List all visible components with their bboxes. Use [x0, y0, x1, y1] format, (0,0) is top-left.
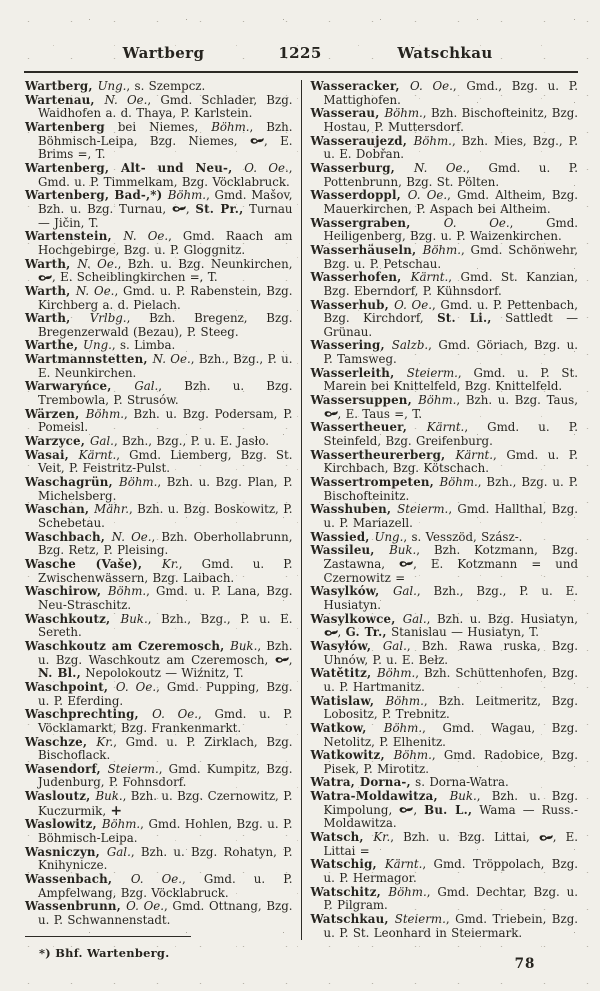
- entry-text: Buk.: [95, 789, 123, 804]
- entry-text: , Gmd. Dechtar, Bzg. u. P. Pilgram.: [323, 884, 578, 913]
- gazetteer-entry: [25, 531, 293, 558]
- entry-text: Nepolokoutz — Wiźnitz, T.: [80, 666, 244, 681]
- entry-text: Kärnt.: [384, 857, 423, 872]
- gazetteer-entry: [25, 285, 293, 312]
- gazetteer-entry: [311, 667, 579, 694]
- entry-text: , Gmd. u. P. Steinfeld, Bzg. Greifenburg.: [323, 420, 578, 449]
- gazetteer-entry: [311, 886, 579, 913]
- entry-text: , Gmd. Schönwehr, Bzg. u. P. Petschau.: [323, 242, 578, 271]
- entry-text: Kr.: [96, 734, 114, 749]
- page-number: 78: [514, 956, 536, 972]
- gazetteer-entry: [311, 640, 579, 667]
- entry-text: Sattledt — Grünau.: [323, 311, 579, 339]
- entry-text: , Bzh. Schüttenhofen, Bzg. u. P. Hartmanitz.: [323, 666, 579, 694]
- entry-text: , Bzh. u. Bzg. Rohatyn, P. Knihynicze.: [38, 844, 293, 873]
- entry-text: , Bzh., Bzg., P. u. E. Neunkirchen.: [38, 352, 293, 380]
- entry-text: Wassenbrunn,: [25, 899, 127, 914]
- entry-text: , Bzh. u. Bzg. Trembowla, P. Strusów.: [38, 379, 293, 408]
- entry-text: Kärnt.: [426, 420, 465, 435]
- entry-text: Wasserleith,: [310, 365, 407, 380]
- entry-text: Wasshuben,: [310, 502, 398, 517]
- entry-text: O. Oe.: [115, 679, 157, 694]
- footnote: *) Bhf. Wartenberg.: [39, 946, 170, 960]
- entry-text: , Bzh. Mies, Bzg., P. u. E. Dobřan.: [323, 133, 578, 162]
- entry-text: , Gmd. u. P. St. Marein bei Knittelfeld, Bzg. Knittelfeld.: [323, 365, 579, 394]
- entry-text: s. Dorna-Watra.: [410, 775, 509, 790]
- entry-text: , E. Kotzmann = und Czernowitz =: [323, 556, 578, 585]
- gazetteer-entry: [25, 818, 293, 845]
- entry-text: N. Bl.,: [38, 666, 81, 681]
- gazetteer-entry: [311, 107, 579, 134]
- entry-text: Waschagrün,: [25, 475, 120, 490]
- entry-text: Wassergraben,: [310, 215, 444, 230]
- entry-text: Buk.: [449, 789, 477, 804]
- gazetteer-entry: [311, 271, 579, 298]
- entry-text: Wartberg,: [25, 79, 98, 93]
- gazetteer-entry: [311, 189, 579, 216]
- entry-text: Stanislau — Husiatyn, T.: [386, 625, 540, 640]
- entry-text: Watschitz,: [310, 884, 389, 899]
- entry-text: , Gmd. Schlader, Bzg. Waidhofen a. d. Thaya, P. Karlstein.: [38, 92, 293, 121]
- gazetteer-entry: [25, 476, 293, 503]
- entry-text: Watra-Moldawitza,: [310, 789, 450, 804]
- entry-text: Wasai,: [25, 447, 79, 462]
- entry-text: , Bzh., Bzg. u. P. Bischofteinitz.: [323, 475, 578, 503]
- entry-text: O. Oe.: [152, 707, 199, 722]
- gazetteer-entry: [25, 380, 293, 407]
- entry-text: Buk.: [389, 543, 417, 558]
- entry-text: Waschan,: [25, 502, 95, 517]
- gazetteer-entry: [311, 695, 579, 722]
- entry-text: Waschbach,: [25, 529, 112, 544]
- entry-text: Wasserau,: [310, 106, 385, 121]
- entry-text: Ung.: [97, 79, 127, 93]
- entry-text: Watschig,: [310, 857, 385, 872]
- entry-text: N. Oe.: [75, 283, 115, 298]
- entry-text: Wasendorf,: [25, 761, 108, 776]
- footnote-rule: [25, 936, 191, 937]
- entry-text: Watislaw,: [310, 693, 386, 708]
- entry-text: , Gmd. u. P. Vöcklamarkt, Bzg. Frankenmarkt.: [38, 707, 293, 735]
- entry-text: Gal.: [392, 584, 417, 599]
- entry-text: Böhm.: [376, 666, 416, 681]
- gazetteer-entry: [25, 408, 293, 435]
- entry-text: , E. Brims =, T.: [38, 133, 293, 162]
- entry-text: Wassertrompeten,: [310, 475, 440, 490]
- entry-text: Böhm.: [439, 475, 478, 490]
- gazetteer-entry: [311, 367, 579, 394]
- entry-text: , Gmd. u. P. Pottenbrunn, Bzg. St. Pölten.: [323, 160, 579, 189]
- entry-text: , Bzh. Bregenz, Bzg. Bregenzerwald (Bezau), P. Steeg.: [38, 311, 293, 339]
- entry-text: ,: [337, 625, 346, 640]
- gazetteer-entry: [311, 244, 579, 271]
- gazetteer-entry: [311, 162, 579, 189]
- gazetteer-entry: [25, 230, 293, 257]
- entry-text: Wama — Russ.-Moldawitza.: [323, 802, 578, 831]
- entry-text: G. Tr.,: [345, 625, 387, 640]
- entry-text: , Bzh. u. Bzg. Neunkirchen,: [117, 256, 293, 271]
- gazetteer-entry: [25, 80, 293, 94]
- entry-text: , Gmd. u. P. Zwischenwässern, Bzg. Laibach.: [38, 556, 293, 585]
- entry-text: Warzyce,: [25, 434, 90, 449]
- header-rule: [24, 71, 578, 73]
- entry-text: Gal.: [382, 638, 407, 653]
- entry-text: , Gmd. St. Kanzian, Bzg. Eberndorf, P. Kühnsdorf.: [323, 270, 578, 298]
- gazetteer-entry: [25, 353, 293, 380]
- entry-text: O. Oe.: [126, 899, 164, 914]
- entry-text: Watkow,: [310, 720, 384, 735]
- post-horn-icon: [399, 804, 413, 818]
- entry-text: , Gmd. Pupping, Bzg. u. P. Eferding.: [38, 679, 293, 708]
- entry-text: N. Oe.: [152, 352, 191, 367]
- entry-text: Mähr.: [94, 502, 129, 517]
- entry-text: , Gmd. u. P. Kirchbach, Bzg. Kötschach.: [323, 447, 578, 476]
- entry-text: , Bzh., Bzg., P. u. E. Husiatyn.: [323, 584, 578, 612]
- gazetteer-entry: [25, 449, 293, 476]
- entry-text: Wasserhub,: [310, 297, 395, 312]
- left-column: [25, 80, 301, 940]
- entry-text: , Gmd. Göriach, Bzg. u. P. Tamsweg.: [323, 338, 578, 367]
- gazetteer-entry: [25, 121, 293, 162]
- entry-text: Böhm.: [119, 475, 158, 490]
- cross-icon: +: [110, 802, 123, 819]
- entry-text: Böhm.: [393, 748, 432, 763]
- entry-text: Wartmannstetten,: [25, 352, 153, 367]
- entry-text: , s. Vesszöd, Szász-.: [403, 529, 523, 544]
- entry-text: Wassering,: [310, 338, 392, 353]
- entry-text: N. Oe.: [104, 92, 148, 107]
- post-horn-icon: [250, 135, 264, 149]
- entry-text: Böhm.: [418, 393, 457, 408]
- entry-text: Kärnt.: [78, 447, 117, 462]
- entry-text: , Gmd. Radobice, Bzg. Pisek, P. Mirotitz.: [323, 748, 578, 776]
- entry-text: Watschkau,: [310, 912, 395, 927]
- entry-text: , Gmd. u. P. Lana, Bzg. Neu-Straschitz.: [38, 584, 293, 612]
- gazetteer-entry: [25, 900, 293, 927]
- gazetteer-entry: [311, 217, 579, 244]
- entry-text: Steierm.: [394, 912, 446, 927]
- entry-text: Steierm.: [397, 502, 449, 517]
- gazetteer-entry: [311, 339, 579, 366]
- entry-text: Waschze,: [25, 734, 97, 749]
- entry-text: , Gmd. u. P. Pettenbach, Bzg. Kirchdorf,: [323, 297, 578, 326]
- entry-text: , Bzh. u. Bzg. Littai,: [390, 830, 539, 845]
- entry-text: Böhm.: [167, 188, 207, 203]
- entry-text: , Bzh. u. Bzg. Plan, P. Michelsberg.: [38, 475, 293, 503]
- gazetteer-entry: [25, 503, 293, 530]
- entry-text: , Bzh. u. Bzg. Boskowitz, P. Schebetau.: [38, 502, 293, 530]
- entry-text: Waslowitz,: [25, 817, 102, 832]
- entry-text: Wassileu,: [310, 543, 390, 558]
- entry-text: Kr.: [373, 830, 391, 845]
- entry-text: St. Li.,: [437, 311, 492, 326]
- entry-text: Wasseraujezd,: [310, 133, 414, 148]
- entry-text: Böhm.: [211, 119, 250, 134]
- entry-text: Böhm.: [413, 133, 452, 148]
- running-head-left-keyword: Wartberg: [122, 44, 205, 62]
- entry-text: O. Oe.: [443, 215, 510, 230]
- entry-text: Wartenberg: [25, 119, 105, 134]
- entry-text: , Bzh. Böhmisch-Leipa, Bzg. Niemes,: [38, 119, 293, 148]
- entry-text: Wasloutz,: [25, 789, 96, 804]
- entry-text: Watkowitz,: [310, 748, 394, 763]
- entry-text: Böhm.: [385, 693, 424, 708]
- entry-text: Wassersuppen,: [310, 393, 419, 408]
- entry-text: , Bzh. Leitmeritz, Bzg. Lobositz, P. Trebnitz.: [323, 693, 578, 722]
- entry-text: , Gmd. Liemberg, Bzg. St. Veit, P. Feistritz-Pulst.: [38, 447, 293, 476]
- gazetteer-entry: [311, 544, 579, 585]
- entry-text: Wasserburg,: [310, 160, 415, 175]
- entry-text: Wasylkowce,: [310, 611, 403, 626]
- entry-text: Turnau — Jičin, T.: [38, 201, 293, 230]
- entry-text: Wasserhäuseln,: [310, 242, 423, 257]
- entry-text: Wassenbach,: [25, 872, 131, 887]
- entry-text: , Gmd. Hallthal, Bzg. u. P. Mariazell.: [323, 502, 578, 530]
- entry-text: Waschirow,: [25, 584, 108, 599]
- entry-text: , Gmd., Bzg. u. P. Mattighofen.: [323, 79, 579, 107]
- entry-text: Böhm.: [85, 406, 125, 421]
- gazetteer-entry: [311, 394, 579, 421]
- entry-text: , Bzh. u. Bzg. Kimpolung,: [323, 789, 578, 817]
- entry-text: , Gmd. Ottnang, Bzg. u. P. Schwannenstadt.: [38, 899, 293, 928]
- entry-text: O. Oe.: [394, 297, 432, 312]
- entry-text: Warth,: [25, 256, 78, 271]
- gazetteer-entry: [311, 790, 579, 831]
- entry-text: , s. Limba.: [111, 338, 176, 353]
- gazetteer-entry: [311, 749, 579, 776]
- gazetteer-entry: [25, 312, 293, 339]
- entry-text: , Gmd. Triebein, Bzg. u. P. St. Leonhard in Steiermark.: [323, 912, 578, 940]
- entry-text: , Bzh. Kotzmann, Bzg. Zastawna,: [323, 543, 578, 571]
- gazetteer-entry: [311, 449, 579, 476]
- entry-text: Waschprechting,: [25, 707, 153, 722]
- gazetteer-entry: [311, 135, 579, 162]
- gazetteer-entry: [25, 873, 293, 900]
- entry-text: Waschpoint,: [25, 679, 116, 694]
- right-column: [301, 80, 579, 940]
- entry-text: , Gmd. Altheim, Bzg. Mauerkirchen, P. Aspach bei Altheim.: [323, 188, 579, 216]
- entry-text: N. Oe.: [77, 256, 118, 271]
- entry-text: , Gmd. u. P. Timmelkam, Bzg. Vöcklabruck.: [38, 160, 293, 189]
- entry-text: Bu. L.,: [424, 802, 473, 817]
- entry-text: Wasserdoppl,: [310, 188, 408, 203]
- entry-text: Wassied,: [310, 529, 375, 544]
- entry-text: N. Oe.: [123, 229, 169, 244]
- post-horn-icon: [399, 558, 413, 572]
- entry-text: bei Niemes,: [104, 119, 212, 134]
- entry-text: Waschkoutz am Czeremosch,: [25, 638, 231, 653]
- gazetteer-entry: [25, 613, 293, 640]
- post-horn-icon: [539, 831, 553, 845]
- entry-text: Buk.: [230, 638, 258, 653]
- gazetteer-entry: [25, 681, 293, 708]
- entry-text: , Gmd. Wagau, Bzg. Netolitz, P. Elhenitz.: [323, 720, 578, 749]
- entry-text: Wärzen,: [25, 406, 86, 421]
- entry-text: Watra, Dorna-,: [310, 775, 411, 790]
- entry-text: , E. Littai =: [323, 830, 578, 858]
- gazetteer-entry: [311, 299, 579, 340]
- entry-text: , Bzh. u. Bzg. Czernowitz, P. Kuczurmik,: [38, 789, 293, 818]
- entry-text: , E. Taus =, T.: [337, 406, 423, 421]
- column-number: 1225: [278, 44, 322, 62]
- entry-text: , Gmd. u. P. Rabenstein, Bzg. Kirchberg a. d. Pielach.: [38, 283, 293, 312]
- entry-text: Wasserhofen,: [310, 270, 411, 285]
- gazetteer-entry: [25, 790, 293, 818]
- entry-text: Wasylków,: [310, 584, 393, 599]
- entry-text: , Gmd. Mašov, Bzh. u. Bzg. Turnau,: [38, 188, 293, 216]
- entry-text: , Gmd. Hohlen, Bzg. u. P. Böhmisch-Leipa.: [38, 817, 293, 846]
- gazetteer-entry: [311, 831, 579, 858]
- entry-text: Waschkoutz,: [25, 611, 121, 626]
- entry-text: Gal.: [402, 611, 427, 626]
- entry-text: St. Pr.,: [195, 201, 244, 216]
- entry-text: Kärnt.: [455, 447, 494, 462]
- entry-text: Kr.: [161, 556, 179, 571]
- post-horn-icon: [324, 408, 338, 422]
- gazetteer-entry: [311, 476, 579, 503]
- entry-text: Wartenberg, Alt- und Neu-,: [25, 160, 245, 175]
- entry-text: Böhm.: [107, 584, 147, 599]
- entry-text: Vrlbg.: [89, 311, 127, 326]
- gazetteer-entry: [25, 189, 293, 230]
- entry-text: Wasniczyn,: [25, 844, 107, 859]
- entry-text: O. Oe.: [130, 872, 183, 887]
- gazetteer-entry: [311, 80, 579, 107]
- entry-text: Wasyłów,: [310, 638, 383, 653]
- entry-text: Wassertheurerberg,: [310, 447, 456, 462]
- entry-text: Ung.: [374, 529, 404, 544]
- running-head: [0, 44, 600, 64]
- post-horn-icon: [38, 271, 52, 285]
- gazetteer-entry: [311, 913, 579, 940]
- entry-text: , Bzh. u. Bzg. Husiatyn,: [426, 611, 578, 626]
- gazetteer-entry: [25, 736, 293, 763]
- gazetteer-entry: [25, 162, 293, 189]
- entry-text: , Gmd. u. P. Zirklach, Bzg. Bischoflack.: [38, 734, 293, 763]
- gazetteer-entry: [311, 722, 579, 749]
- entry-text: Ung.: [83, 338, 112, 353]
- gazetteer-entry: [25, 94, 293, 121]
- gazetteer-entry: [25, 435, 293, 449]
- entry-text: Watsch,: [310, 830, 374, 845]
- entry-text: Böhm.: [388, 884, 427, 899]
- entry-text: Gal.: [106, 844, 131, 859]
- running-head-right-keyword: Watschkau: [397, 44, 493, 62]
- gazetteer-entry: [25, 640, 293, 681]
- entry-text: Warwaryńce,: [25, 379, 135, 394]
- entry-text: , Bzh. Oberhollabrunn, Bzg. Retz, P. Pleising.: [38, 529, 293, 558]
- entry-text: N. Oe.: [414, 160, 467, 175]
- entry-text: Wassertheuer,: [310, 420, 427, 435]
- entry-text: Salzb.: [391, 338, 429, 353]
- entry-text: O. Oe.: [407, 188, 448, 203]
- gazetteer-entry: [25, 258, 293, 285]
- gazetteer-entry: [25, 763, 293, 790]
- entry-text: , Gmd. u. P. Ampfelwang, Bzg. Vöcklabruck.: [38, 872, 293, 900]
- gazetteer-entry: [311, 858, 579, 885]
- entry-text: Buk.: [120, 611, 148, 626]
- entry-text: Gal.: [89, 434, 114, 449]
- entry-text: Steierm.: [406, 365, 458, 380]
- entry-text: , Bzh. Bischofteinitz, Bzg. Hostau, P. Muttersdorf.: [323, 106, 578, 134]
- entry-text: , Gmd. Raach am Hochgebirge, Bzg. u. P. Gloggnitz.: [38, 229, 293, 257]
- post-horn-icon: [172, 203, 186, 217]
- gazetteer-entry: [25, 339, 293, 353]
- entry-text: , s. Szempcz.: [126, 79, 206, 93]
- gazetteer-entry: [311, 613, 579, 640]
- entry-text: Wartenberg, Bad-,*): [25, 188, 168, 203]
- entry-text: Watětitz,: [310, 666, 377, 681]
- text-columns: [25, 80, 578, 940]
- entry-text: , Bzh. u. Bzg. Podersam, P. Pomeisl.: [38, 406, 293, 435]
- entry-text: Kärnt.: [410, 270, 449, 285]
- entry-text: Wartenstein,: [25, 229, 124, 244]
- post-horn-icon: [275, 654, 289, 668]
- entry-text: Böhm.: [422, 242, 461, 257]
- entry-text: , Bzh. u. Bzg. Taus,: [456, 393, 578, 408]
- gazetteer-entry: [311, 503, 579, 530]
- gazetteer-entry: [311, 421, 579, 448]
- entry-text: O. Oe.: [410, 79, 453, 93]
- gazetteer-entry: [25, 585, 293, 612]
- entry-text: Wasche (Vaše),: [25, 556, 162, 571]
- entry-text: ,: [413, 802, 425, 817]
- gazetteer-entry: [311, 776, 579, 790]
- entry-text: Böhm.: [383, 720, 423, 735]
- gazetteer-entry: [25, 558, 293, 585]
- entry-text: Gal.: [134, 379, 159, 394]
- entry-text: ,: [288, 652, 293, 667]
- entry-text: Steierm.: [107, 761, 159, 776]
- entry-text: ,: [185, 201, 196, 216]
- entry-text: , Bzh., Bzg., P. u. E. Sereth.: [38, 611, 293, 640]
- entry-text: , Bzh. u. Bzg. Waschkoutz am Czeremosch,: [38, 638, 293, 667]
- gazetteer-entry: [311, 585, 579, 612]
- gazetteer-entry: [311, 531, 579, 545]
- entry-text: Wasseracker,: [310, 79, 411, 93]
- entry-text: Wartenau,: [25, 92, 105, 107]
- entry-text: N. Oe.: [111, 529, 152, 544]
- entry-text: Warth,: [25, 311, 90, 326]
- entry-text: Warthe,: [25, 338, 84, 353]
- entry-text: Böhm.: [384, 106, 423, 121]
- gazetteer-entry: [25, 708, 293, 735]
- entry-text: , E. Scheiblingkirchen =, T.: [52, 270, 218, 285]
- entry-text: Böhm.: [101, 817, 141, 832]
- gazetteer-entry: [25, 846, 293, 873]
- entry-text: , Gmd. Tröppolach, Bzg. u. P. Hermagor.: [323, 857, 578, 886]
- entry-text: , Bzh. Rawa ruska, Bzg. Uhnów, P. u. E. Bełz.: [323, 638, 578, 667]
- entry-text: Warth,: [25, 283, 76, 298]
- entry-text: , Gmd. Heiligenberg, Bzg. u. P. Waizenkirchen.: [323, 215, 578, 244]
- entry-text: , Gmd. Kumpitz, Bzg. Judenburg, P. Fohnsdorf.: [38, 761, 293, 790]
- post-horn-icon: [324, 626, 338, 640]
- entry-text: , Bzh., Bzg., P. u. E. Jasło.: [113, 434, 269, 449]
- entry-text: O. Oe.: [244, 160, 289, 175]
